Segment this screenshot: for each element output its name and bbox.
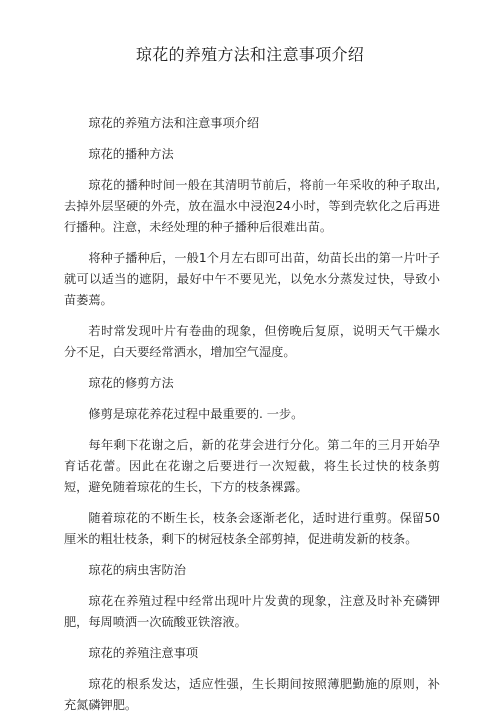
intro-heading: 琼花的养殖方法和注意事项介绍 xyxy=(88,116,260,130)
section-heading-pruning: 琼花的修剪方法 xyxy=(88,376,174,390)
section-heading-pests: 琼花的病虫害防治 xyxy=(88,563,186,577)
paragraph: 修剪是琼花养花过程中最重要的. 一步。 xyxy=(88,407,304,421)
paragraph: 琼花的播种时间一般在其清明节前后，将前一年采收的种子取出,去掉外层坚硬的外壳，放在温水中浸泡24小时，等到壳软化之后再进行播种。注意，未经处理的种子播种后很难出苗。 xyxy=(64,178,440,234)
paragraph: 若时常发现叶片有卷曲的现象，但傍晚后复原，说明天气干燥水分不足，白天要经常洒水，增加空气湿度。 xyxy=(64,324,440,359)
paragraph: 将种子播种后，一般1个月左右即可出苗，幼苗长出的第一片叶子就可以适当的遮阴，最好中午不要见光，以免水分蒸发过快，导致小苗萎蔫。 xyxy=(64,251,440,307)
document-title: 琼花的养殖方法和注意事项介绍 xyxy=(135,45,365,64)
paragraph: 随着琼花的不断生长，枝条会逐渐老化，适时进行重剪。保留50厘米的粗壮枝条，剩下的树冠枝条全部剪掉，促进萌发新的枝条。 xyxy=(64,511,440,546)
paragraph: 每年剩下花谢之后，新的花芽会进行分化。第二年的三月开始孕育话花蕾。因此在花谢之后要进行一次短截，将生长过快的枝条剪短，避免随着琼花的生长，下方的枝条裸露。 xyxy=(64,438,440,494)
section-heading-notes: 琼花的养殖注意事项 xyxy=(88,646,199,660)
section-heading-sowing: 琼花的播种方法 xyxy=(88,147,174,161)
paragraph: 琼花在养殖过程中经常出现叶片发黄的现象，注意及时补充磷钾肥，每周喷洒一次硫酸亚铁溶液。 xyxy=(64,594,440,629)
document-body xyxy=(64,113,440,726)
paragraph: 琼花的根系发达，适应性强，生长期间按照薄肥勤施的原则，补充氮磷钾肥。 xyxy=(64,677,440,712)
